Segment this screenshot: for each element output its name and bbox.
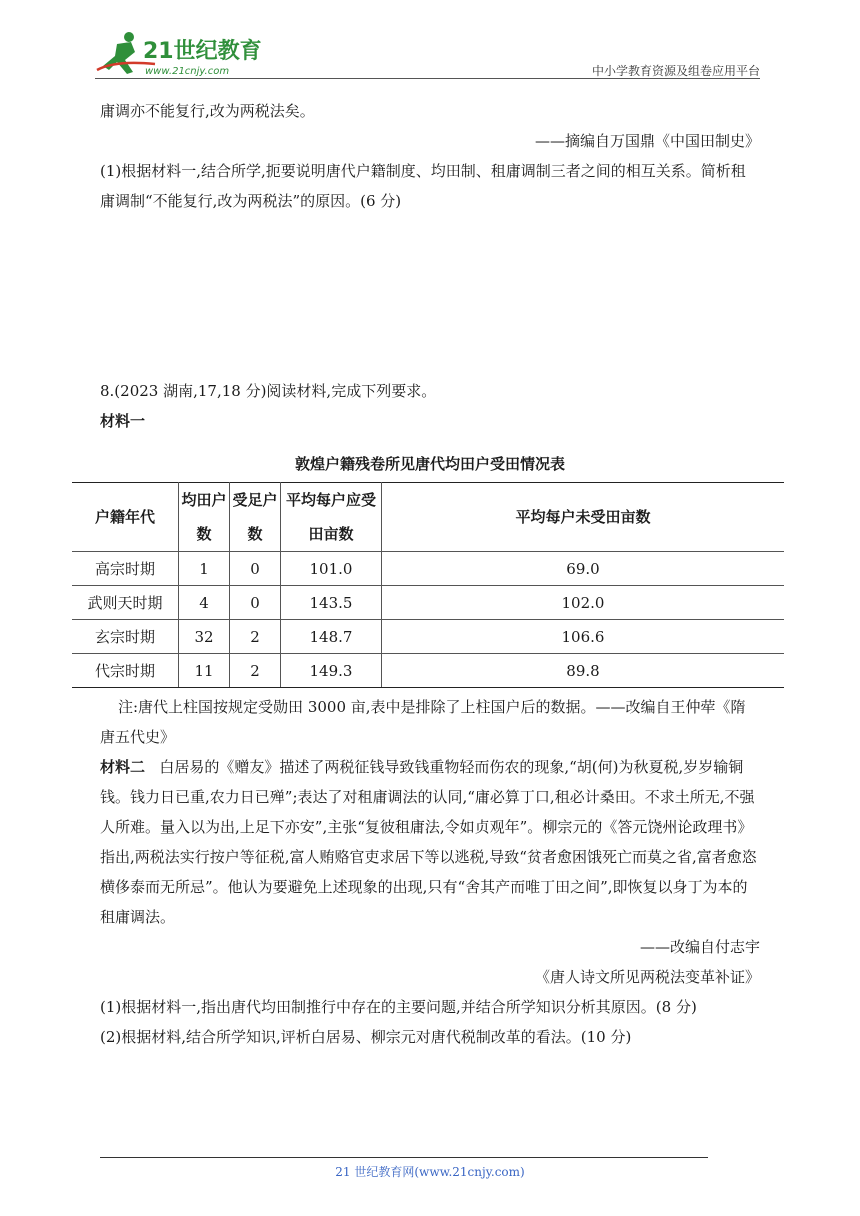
question-7-1: (1)根据材料一,结合所学,扼要说明唐代户籍制度、均田制、租庸调制三者之间的相互关系。简析租庸调制“不能复行,改为两税法”的原因。(6 分) (100, 162, 746, 210)
question-8-1: (1)根据材料一,指出唐代均田制推行中存在的主要问题,并结合所学知识分析其原因。(8 分) (100, 998, 697, 1016)
material-2-label: 材料二 (100, 758, 146, 776)
answer-space (100, 216, 760, 376)
table-header-row (72, 483, 784, 552)
table-cell: 4 (179, 586, 230, 620)
table-cell: 143.5 (281, 586, 382, 620)
question-8: 8.(2023 湖南,17,18 分)阅读材料,完成下列要求。 (100, 382, 437, 400)
platform-name: 中小学教育资源及组卷应用平台 (591, 64, 760, 78)
table-cell: 代宗时期 (72, 654, 179, 688)
table-cell: 148.7 (281, 620, 382, 654)
table-cell: 0 (230, 552, 281, 586)
question-8-2: (2)根据材料,结合所学知识,评析白居易、柳宗元对唐代税制改革的看法。(10 分) (100, 1028, 632, 1046)
table-row (72, 552, 784, 586)
table-cell: 106.6 (382, 620, 785, 654)
table-cell: 1 (179, 552, 230, 586)
table-cell: 高宗时期 (72, 552, 179, 586)
logo-21cnjy (95, 30, 265, 78)
citation-2a: ——改编自付志宇 (639, 938, 760, 956)
land-table (72, 482, 784, 688)
table-note: 注:唐代上柱国按规定受勋田 3000 亩,表中是排除了上柱国户后的数据。——改编自王仲荦《隋唐五代史》 (100, 698, 746, 746)
page-content (87, 96, 760, 1052)
material-2 (100, 752, 760, 932)
table-cell: 0 (230, 586, 281, 620)
citation-2b: 《唐人诗文所见两税法变革补证》 (534, 968, 760, 986)
page-header (95, 30, 760, 80)
citation-1: ——摘编自万国鼎《中国田制史》 (534, 132, 760, 150)
material-1-label: 材料一 (100, 412, 146, 430)
material-2-text: 白居易的《赠友》描述了两税征钱导致钱重物轻而伤农的现象,“胡(何)为秋夏税,岁岁输铜钱。钱力日已重,农力日已殚”;表达了对租庸调法的认同,“庸必算丁口,租必计桑田。不求土所无,不强人所难。量入以为出,上足下亦安”,主张“复彼租庸法,令如贞观年”。柳宗元的《答元饶州论政理书》指出,两税法实行按户等征税,富人贿赂官吏求居下等以逃税,导致“贫者愈困饿死亡而莫之省,富者愈恣横侈泰而无所忌”。他认为要避免上述现象的出现,只有“舍其产而唯丁田之间”,即恢复以身丁为本的租庸调法。 (100, 758, 757, 926)
table-cell: 101.0 (281, 552, 382, 586)
col-header: 户籍年代 (72, 483, 179, 552)
table-cell: 玄宗时期 (72, 620, 179, 654)
col-header: 受足户数 (230, 483, 281, 552)
col-header: 均田户数 (179, 483, 230, 552)
header-rule (95, 78, 760, 79)
table-cell: 89.8 (382, 654, 785, 688)
table-cell: 32 (179, 620, 230, 654)
table-cell: 武则天时期 (72, 586, 179, 620)
col-header: 平均每户未受田亩数 (382, 483, 785, 552)
table-cell: 69.0 (382, 552, 785, 586)
logo-text: 21世纪教育 (143, 39, 262, 64)
col-header: 平均每户应受田亩数 (281, 483, 382, 552)
table-cell: 2 (230, 654, 281, 688)
continued-text: 庸调亦不能复行,改为两税法矣。 (100, 102, 315, 120)
table-cell: 2 (230, 620, 281, 654)
table-cell: 102.0 (382, 586, 785, 620)
logo-url: www.21cnjy.com (145, 66, 230, 77)
table-cell: 149.3 (281, 654, 382, 688)
table-row (72, 586, 784, 620)
table-title: 敦煌户籍残卷所见唐代均田户受田情况表 (294, 455, 565, 473)
table-cell: 11 (179, 654, 230, 688)
footer-text: 21 世纪教育网(www.21cnjy.com) (335, 1165, 525, 1179)
footer-rule (100, 1157, 708, 1158)
table-row (72, 620, 784, 654)
table-row (72, 654, 784, 688)
